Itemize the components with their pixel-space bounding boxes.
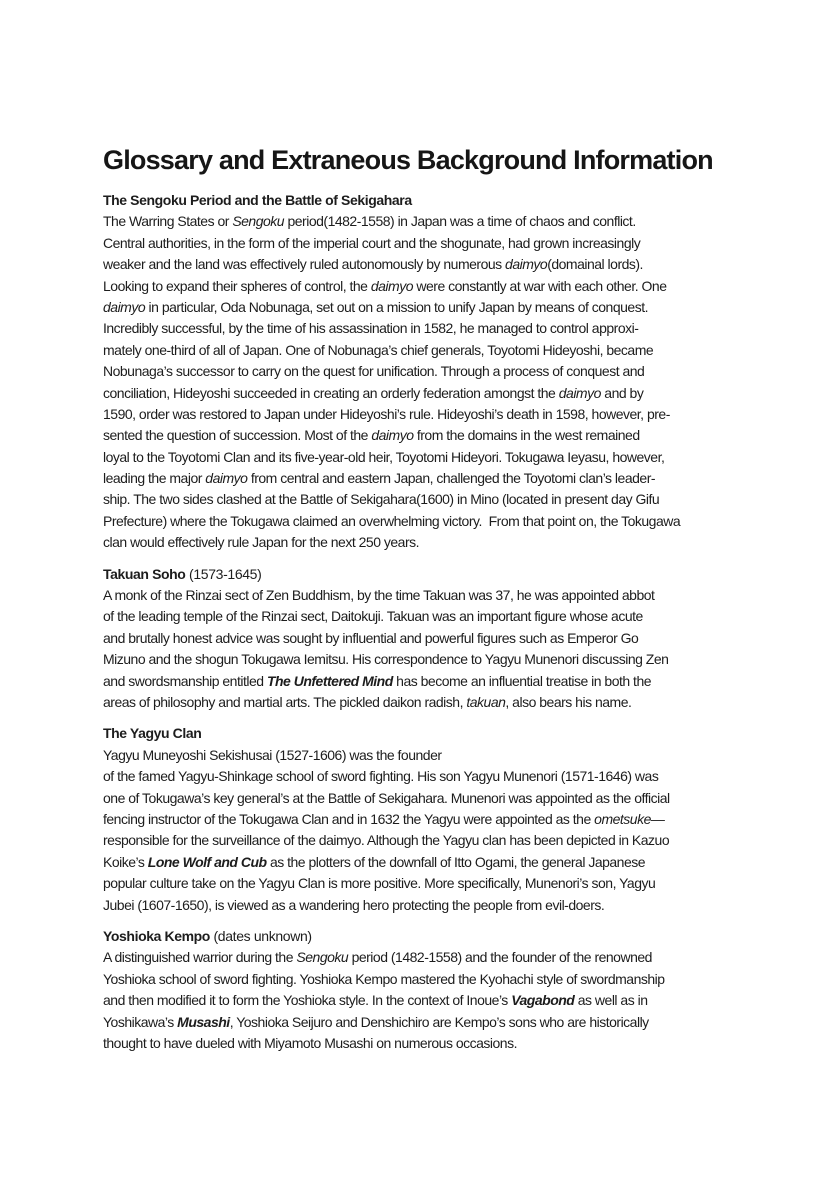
text-line	[103, 383, 723, 404]
text-run: A distinguished warrior during the	[103, 949, 297, 966]
text-line	[103, 340, 723, 361]
emphasis-run: Lone Wolf and Cub	[147, 853, 267, 870]
text-line	[103, 969, 723, 990]
text-line	[103, 830, 723, 851]
text-run: period(1482-1558) in Japan was a time of chaos and conflict.	[284, 213, 636, 230]
text-run: ship. The two sides clashed at the Battle of Sekigahara(1600) in Mino (located in present day Gifu	[103, 491, 660, 508]
emphasis-run: ometsuke	[594, 810, 651, 827]
emphasis-run: Vagabond	[511, 992, 575, 1009]
text-line	[103, 788, 723, 809]
emphasis-run: takuan	[466, 694, 506, 711]
emphasis-run: Sengoku	[296, 949, 349, 966]
emphasis-run: Musashi	[177, 1013, 230, 1030]
text-run: popular culture take on the Yagyu Clan is more positive. More specifically, Munenori’s son, Yagyu	[103, 875, 656, 892]
text-run: thought to have dueled with Miyamoto Musashi on numerous occasions.	[103, 1034, 517, 1051]
emphasis-run: daimyo	[558, 384, 601, 401]
text-run: and brutally honest advice was sought by influential and powerful figures such as Emperor Go	[103, 629, 639, 646]
section-heading	[103, 564, 723, 585]
text-line	[103, 809, 723, 830]
text-line	[103, 233, 723, 254]
text-run: (1573-1645)	[185, 565, 262, 582]
emphasis-run: The Sengoku Period and the Battle of Sekigahara	[103, 192, 412, 208]
text-run: leading the major	[103, 470, 206, 487]
page-content	[103, 146, 723, 1054]
text-line	[103, 1012, 723, 1033]
text-run: Nobunaga’s successor to carry on the quest for unification. Through a process of conquest and	[103, 363, 645, 380]
emphasis-run: Yoshioka Kempo	[103, 927, 210, 944]
text-line	[103, 468, 723, 489]
text-run: 1590, order was restored to Japan under Hideyoshi’s rule. Hideyoshi’s death in 1598, however, pre-	[103, 405, 670, 422]
text-run: clan would effectively rule Japan for the next 250 years.	[103, 534, 419, 551]
text-line	[103, 947, 723, 968]
page-title: Glossary and Extraneous Background Information	[103, 145, 713, 175]
text-line	[103, 585, 723, 606]
text-run: and swordsmanship entitled	[103, 672, 267, 689]
text-run: were constantly at war with each other. One	[413, 277, 667, 294]
emphasis-run: daimyo	[505, 256, 548, 273]
text-run: Jubei (1607-1650), is viewed as a wandering hero protecting the people from evil-doers.	[103, 896, 605, 913]
text-line	[103, 745, 723, 766]
text-run: has become an influential treatise in both the	[392, 672, 652, 689]
text-run: and then modified it to form the Yoshioka style. In the context of Inoue’s	[103, 992, 512, 1009]
section-paragraph	[103, 947, 723, 1054]
text-line	[103, 318, 723, 339]
section-paragraph	[103, 745, 723, 916]
emphasis-run: daimyo	[103, 298, 146, 315]
text-run: , Yoshioka Seijuro and Denshichiro are Kempo’s sons who are historically	[229, 1013, 649, 1030]
text-line	[103, 990, 723, 1011]
glossary-section	[103, 723, 723, 916]
text-line	[103, 361, 723, 382]
text-run: Yoshioka school of sword fighting. Yoshioka Kempo mastered the Kyohachi style of swordmanship	[103, 970, 665, 987]
text-run: Koike’s	[103, 853, 148, 870]
text-run: from central and eastern Japan, challenged the Toyotomi clan’s leader-	[247, 470, 656, 487]
section-heading	[103, 723, 723, 744]
text-line	[103, 297, 723, 318]
text-run: The Warring States or	[103, 213, 233, 230]
text-line	[103, 511, 723, 532]
text-run: loyal to the Toyotomi Clan and its five-year-old heir, Toyotomi Hideyori. Tokugawa Ieyasu, however,	[103, 448, 665, 465]
text-run: as the plotters of the downfall of Itto Ogami, the general Japanese	[266, 853, 646, 870]
section-paragraph	[103, 585, 723, 713]
text-line	[103, 766, 723, 787]
emphasis-run: The Unfettered Mind	[266, 672, 393, 689]
text-run: Central authorities, in the form of the imperial court and the shogunate, had grown increasingly	[103, 234, 641, 251]
text-run: conciliation, Hideyoshi succeeded in creating an orderly federation amongst the	[103, 384, 559, 401]
text-run: as well as in	[574, 992, 648, 1009]
text-run: responsible for the surveillance of the daimyo. Although the Yagyu clan has been depicted in Kazuo	[103, 832, 670, 849]
text-run: of the leading temple of the Rinzai sect, Daitokuji. Takuan was an important figure whose acute	[103, 608, 643, 625]
text-run: weaker and the land was effectively ruled autonomously by numerous	[103, 256, 506, 273]
text-line	[103, 852, 723, 873]
text-line	[103, 425, 723, 446]
text-run: Yoshikawa’s	[103, 1013, 178, 1030]
text-run: (domainal lords).	[547, 256, 643, 273]
section-paragraph	[103, 211, 723, 553]
text-run: Yagyu Muneyoshi Sekishusai (1527-1606) was the founder	[103, 746, 442, 763]
text-line	[103, 276, 723, 297]
text-run: Prefecture) where the Tokugawa claimed an overwhelming victory. From that point on, the Tokugawa	[103, 512, 681, 529]
text-run: in particular, Oda Nobunaga, set out on a mission to unify Japan by means of conquest.	[145, 298, 648, 315]
emphasis-run: daimyo	[370, 277, 413, 294]
text-line	[103, 489, 723, 510]
glossary-section	[103, 190, 723, 554]
glossary-section	[103, 564, 723, 714]
text-line	[103, 649, 723, 670]
emphasis-run: The Yagyu Clan	[103, 725, 202, 742]
text-line	[103, 404, 723, 425]
emphasis-run: daimyo	[371, 427, 414, 444]
text-run: from the domains in the west remained	[413, 427, 640, 444]
text-run: , also bears his name.	[505, 694, 632, 711]
text-run: sented the question of succession. Most of the	[103, 427, 372, 444]
text-line	[103, 447, 723, 468]
text-line	[103, 895, 723, 916]
text-run: (dates unknown)	[209, 927, 312, 944]
text-run: Mizuno and the shogun Tokugawa Iemitsu. His correspondence to Yagyu Munenori discussing Zen	[103, 651, 669, 668]
emphasis-run: daimyo	[205, 470, 248, 487]
text-run: one of Tokugawa’s key general’s at the Battle of Sekigahara. Munenori was appointed as the official	[103, 789, 670, 806]
text-run: and by	[600, 384, 644, 401]
section-heading	[103, 190, 723, 211]
text-run: Incredibly successful, by the time of his assassination in 1582, he managed to control approxi-	[103, 320, 639, 337]
text-line	[103, 211, 723, 232]
sections-container	[103, 190, 723, 1054]
text-run: A monk of the Rinzai sect of Zen Buddhism, by the time Takuan was 37, he was appointed abbot	[103, 587, 655, 604]
text-line	[103, 671, 723, 692]
text-line	[103, 606, 723, 627]
emphasis-run: Takuan Soho	[103, 565, 186, 582]
text-run: of the famed Yagyu-Shinkage school of sword fighting. His son Yagyu Munenori (1571-1646) was	[103, 768, 659, 785]
text-run: period (1482-1558) and the founder of the renowned	[348, 949, 652, 966]
text-line	[103, 532, 723, 553]
text-run: Looking to expand their spheres of control, the	[103, 277, 371, 294]
text-run: —	[650, 810, 665, 827]
emphasis-run: Sengoku	[232, 213, 285, 230]
text-line	[103, 1033, 723, 1054]
text-run: areas of philosophy and martial arts. The pickled daikon radish,	[103, 694, 467, 711]
text-line	[103, 692, 723, 713]
glossary-section	[103, 926, 723, 1054]
text-line	[103, 628, 723, 649]
text-run: fencing instructor of the Tokugawa Clan and in 1632 the Yagyu were appointed as the	[103, 810, 595, 827]
text-line	[103, 254, 723, 275]
section-heading	[103, 926, 723, 947]
text-line	[103, 873, 723, 894]
text-run: mately one-third of all of Japan. One of Nobunaga’s chief generals, Toyotomi Hideyoshi, became	[103, 341, 654, 358]
